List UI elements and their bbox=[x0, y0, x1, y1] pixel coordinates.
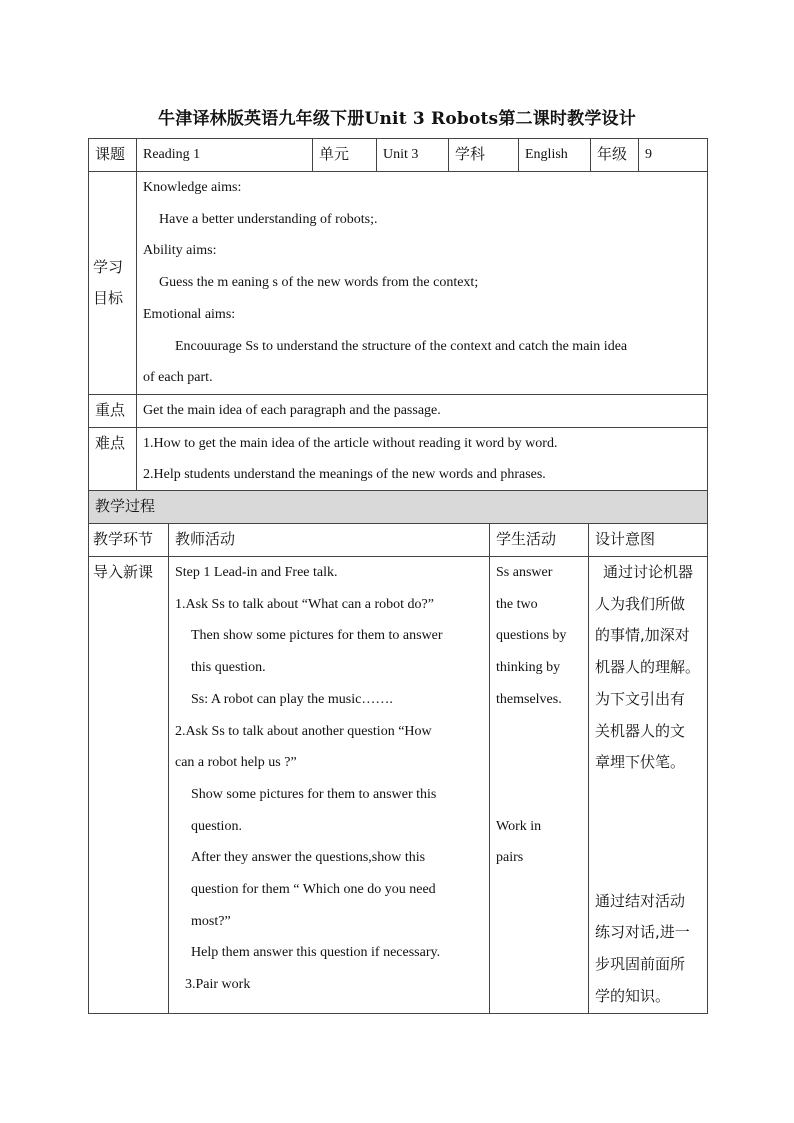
teacher-line: Show some pictures for them to answer this bbox=[191, 786, 437, 802]
teacher-activities bbox=[169, 557, 490, 1014]
teacher-line: Help them answer this question if necessary. bbox=[191, 945, 441, 961]
key-point-label: 重点 bbox=[89, 394, 137, 427]
student-activities bbox=[490, 557, 589, 1014]
student-line: themselves. bbox=[496, 691, 562, 707]
design-line bbox=[595, 842, 701, 874]
design-line: 章埋下伏笔。 bbox=[595, 753, 686, 772]
teacher-line: this question. bbox=[191, 660, 266, 676]
key-point-text: Get the main idea of each paragraph and the passage. bbox=[137, 394, 708, 427]
document-title: 牛津译林版英语九年级下册Unit 3 Robots第二课时教学设计 bbox=[158, 109, 636, 129]
design-line: 人为我们所做 bbox=[595, 594, 686, 613]
teacher-line: can a robot help us ?” bbox=[175, 755, 297, 771]
grade-label: 年级 bbox=[591, 139, 639, 172]
design-line: 通过结对活动 bbox=[595, 891, 686, 910]
process-label: 教学过程 bbox=[89, 491, 708, 524]
teacher-line: Ss: A robot can play the music……. bbox=[191, 691, 393, 707]
teacher-line: most?” bbox=[191, 913, 231, 929]
stage-name: 导入新课 bbox=[89, 557, 169, 1014]
unit-value: Unit 3 bbox=[377, 139, 449, 172]
design-line bbox=[595, 779, 701, 811]
teacher-line: Then show some pictures for them to answer bbox=[191, 628, 443, 644]
header-teacher: 教师活动 bbox=[169, 524, 490, 557]
design-line: 机器人的理解。 bbox=[595, 658, 701, 677]
goal-line: Encouurage Ss to understand the structure of the context and catch the main idea bbox=[175, 338, 628, 354]
student-line bbox=[496, 716, 582, 748]
goal-line: of each part. bbox=[143, 370, 213, 386]
goals-label-text: 学习目标 bbox=[93, 257, 124, 307]
difficulty-line: 1.How to get the main idea of the article without reading it word by word. bbox=[143, 435, 558, 451]
teacher-line: Step 1 Lead-in and Free talk. bbox=[175, 565, 338, 580]
goal-line: Ability aims: bbox=[143, 243, 217, 259]
goal-line: Have a better understanding of robots;. bbox=[159, 211, 378, 227]
teacher-line: question. bbox=[191, 818, 242, 834]
teaching-process-table bbox=[88, 490, 708, 1014]
student-line: Work in bbox=[496, 818, 542, 834]
header-design: 设计意图 bbox=[589, 524, 708, 557]
goal-line: Knowledge aims: bbox=[143, 180, 242, 195]
student-line bbox=[496, 779, 582, 811]
teacher-line: question for them “ Which one do you need bbox=[191, 882, 436, 898]
design-line bbox=[595, 811, 701, 843]
unit-label: 单元 bbox=[313, 139, 377, 172]
grade-value: 9 bbox=[639, 139, 708, 172]
difficulty-label: 难点 bbox=[89, 427, 137, 491]
teacher-line: 1.Ask Ss to talk about “What can a robot do?” bbox=[175, 596, 434, 612]
teacher-line: After they answer the questions,show this bbox=[191, 850, 426, 866]
student-line bbox=[496, 747, 582, 779]
design-line: 练习对话,进一 bbox=[595, 923, 690, 942]
goals-content bbox=[137, 172, 708, 395]
student-line: pairs bbox=[496, 850, 524, 866]
design-line: 通过讨论机器 bbox=[603, 563, 694, 581]
header-student: 学生活动 bbox=[490, 524, 589, 557]
student-line: questions by bbox=[496, 628, 567, 644]
difficulty-line: 2.Help students understand the meanings of the new words and phrases. bbox=[143, 467, 546, 483]
header-stage: 教学环节 bbox=[89, 524, 169, 557]
student-line: Ss answer bbox=[496, 565, 553, 580]
goal-line: Guess the m eaning s of the new words from the context; bbox=[159, 275, 479, 291]
design-line: 关机器人的文 bbox=[595, 721, 686, 740]
design-line: 为下文引出有 bbox=[595, 689, 686, 708]
student-line: thinking by bbox=[496, 660, 561, 676]
goal-line: Emotional aims: bbox=[143, 306, 236, 322]
design-line: 学的知识。 bbox=[595, 986, 671, 1005]
design-line: 的事情,加深对 bbox=[595, 626, 690, 645]
student-line: the two bbox=[496, 596, 538, 612]
design-intent bbox=[589, 557, 708, 1014]
difficulty-content bbox=[137, 427, 708, 491]
teacher-line: 2.Ask Ss to talk about another question “How bbox=[175, 723, 432, 739]
subject-label: 学科 bbox=[449, 139, 519, 172]
design-line: 步巩固前面所 bbox=[595, 955, 686, 974]
goals-label bbox=[89, 172, 137, 395]
topic-label: 课题 bbox=[89, 139, 137, 172]
lesson-info-table bbox=[88, 138, 708, 492]
topic-value: Reading 1 bbox=[137, 139, 313, 172]
teacher-line: 3.Pair work bbox=[185, 977, 251, 993]
subject-value: English bbox=[519, 139, 591, 172]
